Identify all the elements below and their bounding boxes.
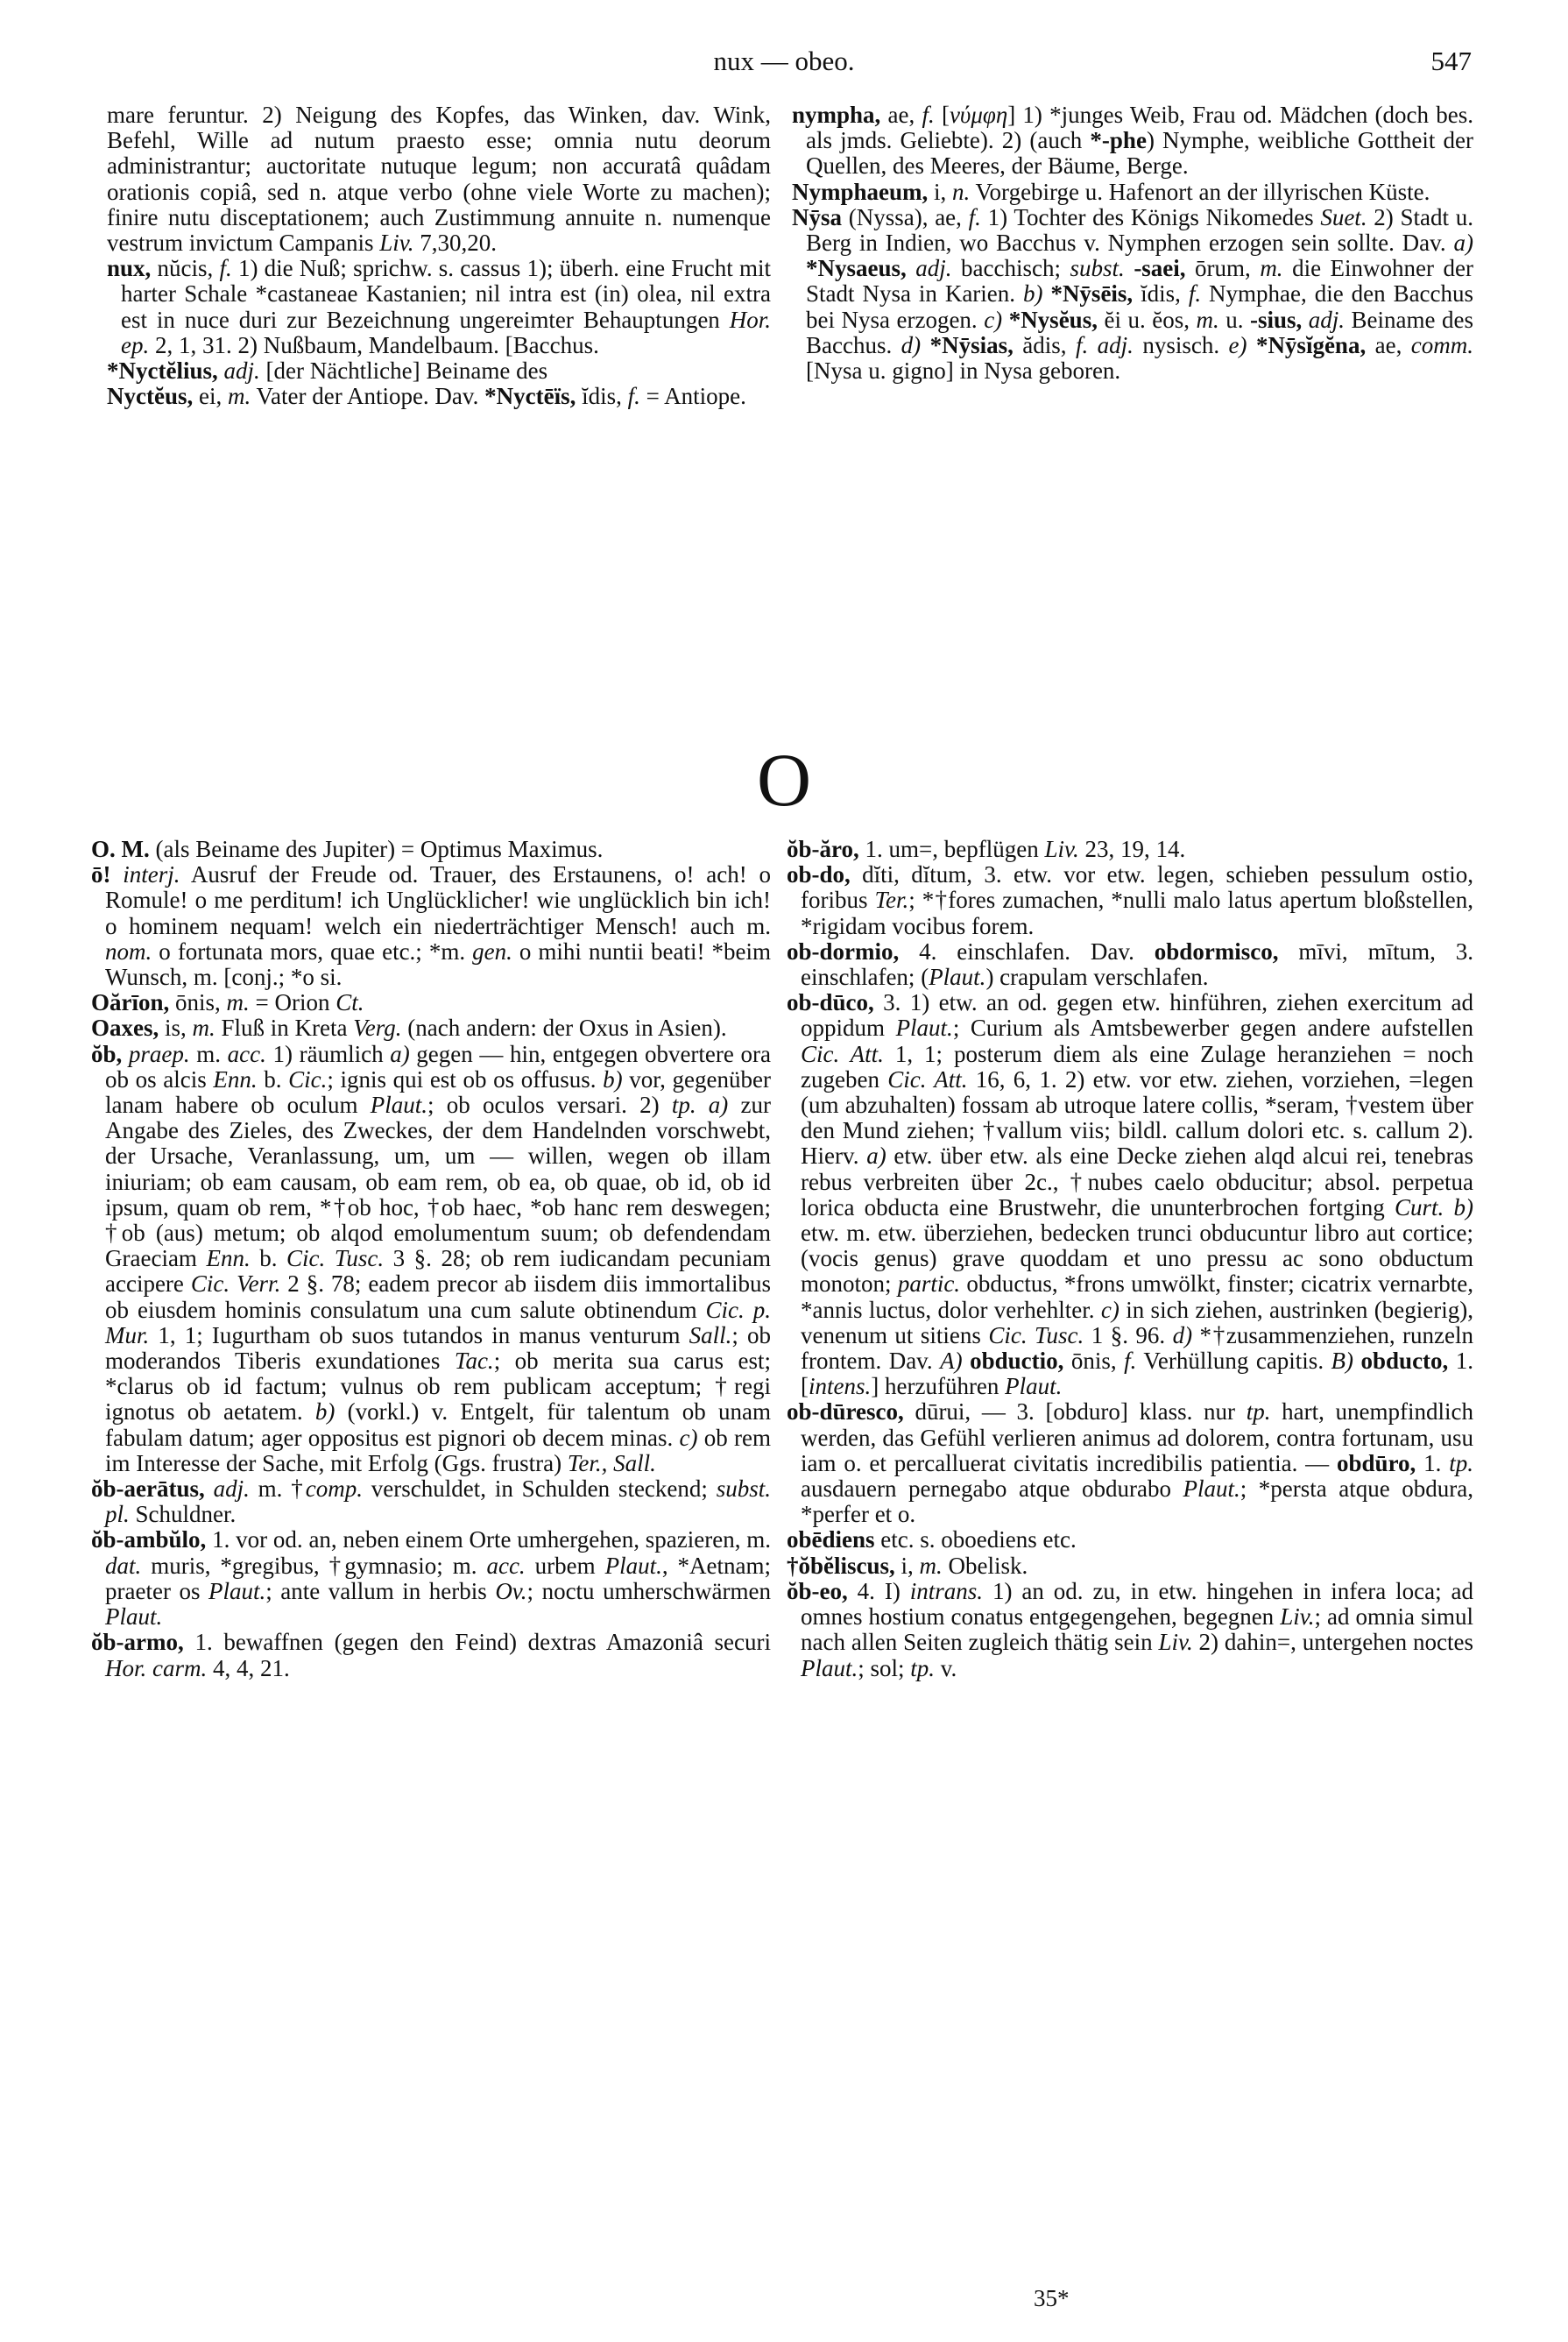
headword: *Nȳsēis, [1050, 280, 1134, 308]
abbreviation: acc. [486, 1552, 526, 1579]
entry-text: (nach andern: der Oxus in Asien). [401, 1015, 727, 1042]
headword: Nȳsa [792, 203, 843, 230]
entry-text: 4. einschlafen. Dav. [899, 938, 1155, 965]
abbreviation: f. [219, 255, 232, 282]
abbreviation: Enn. [206, 1245, 251, 1272]
entry-text [1353, 1348, 1360, 1374]
entry-text: ob rem im Interesse der Sache, mit Erfolg (Ggs. frustra) [105, 1424, 771, 1476]
entry-text: o fortunata mors, quae etc.; *m. [152, 938, 473, 965]
abbreviation: d) [901, 331, 922, 358]
abbreviation: Ct. [335, 989, 364, 1016]
dictionary-entry [792, 205, 1473, 384]
entry-text: ei, [193, 383, 228, 410]
entry-text: 2) dahin=, untergehen noctes [1192, 1629, 1473, 1656]
headword: O. M. [91, 836, 150, 862]
abbreviation: Cic. Tusc. [286, 1245, 385, 1272]
headword: ŏb-armo, [91, 1629, 184, 1656]
abbreviation: Hor. carm. [105, 1654, 208, 1681]
entry-text: ausdauern pernegabo atque obdurabo [801, 1475, 1183, 1503]
abbreviation: dat. [105, 1552, 142, 1579]
abbreviation: Plaut. [370, 1092, 428, 1119]
headword: ob-do, [787, 861, 851, 888]
abbreviation: b) [603, 1065, 623, 1093]
entry-text: v. [935, 1654, 957, 1681]
entry-text: 4. I) [847, 1577, 910, 1604]
dictionary-entry [91, 1630, 771, 1680]
entry-text: 1) die Nuß; sprichw. s. cassus 1); überh. eine Frucht mit harter Schale *castaneae Kastanien; nil intra est (in) olea, nil extra est in nuce duri zur Bezeichnung ungereimter Behauptungen [121, 255, 772, 333]
entry-text [907, 255, 916, 281]
dictionary-entry [787, 990, 1473, 1399]
abbreviation: praep. [128, 1040, 190, 1067]
entry-text: ; ob merita sua carus est; *clarus ob id factum; vulnus ob rem publicam acceptum; †regi ignotus ob aetatem. [105, 1348, 771, 1426]
entry-text: ; noctu umherschwärmen [526, 1577, 772, 1604]
abbreviation: tp. [1246, 1398, 1271, 1426]
headword: -saei, [1134, 255, 1186, 282]
abbreviation: Plaut. [895, 1015, 953, 1042]
dictionary-entry [787, 1553, 1473, 1579]
entry-text: ădis, [1013, 331, 1076, 358]
entry-text: 1. [1416, 1449, 1450, 1476]
abbreviation: acc. [227, 1040, 266, 1067]
entry-text: 1) räumlich [265, 1040, 391, 1067]
entry-text [1125, 255, 1134, 281]
entry-text: o mihi nuntii beati! *beim Wunsch, m. [conj.; *o si. [105, 938, 771, 991]
abbreviation: a) [1453, 230, 1473, 257]
entry-text: 1, 1; Iugurtham ob suos tutandos in manus venturum [149, 1321, 689, 1348]
entry-text: 1. [ [801, 1348, 1474, 1400]
abbreviation: c) [1100, 1296, 1119, 1323]
abbreviation: νύμφη [949, 102, 1008, 128]
entry-text [111, 861, 124, 888]
dictionary-entry [792, 103, 1473, 180]
abbreviation: f. [1124, 1348, 1137, 1375]
entry-text: = Orion [249, 989, 336, 1016]
entry-text: ; ignis qui est ob os offusus. [327, 1065, 604, 1093]
abbreviation: Hor. ep. [121, 306, 771, 358]
entry-text [1302, 307, 1309, 333]
entry-text: (vorkl.) v. Entgelt, für talentum ob unam fabulam datum; ager oppositus est pignori ob decem minas. [105, 1398, 771, 1451]
abbreviation: c) [984, 306, 1003, 333]
abbreviation: Plaut. [1005, 1373, 1063, 1400]
headword: *Nyctĕlius, [107, 357, 218, 385]
entry-text: 1) an od. zu, in etw. hingehen in infera loca; ad omnes hostium conatus entgegengehen, begegnen [801, 1577, 1473, 1631]
abbreviation: m. [192, 1015, 215, 1042]
column-top-left [107, 103, 771, 409]
dictionary-entry [91, 1527, 771, 1630]
abbreviation: f. [1188, 280, 1202, 308]
dictionary-entry [107, 256, 771, 358]
entry-text: ; *†fores zumachen, *nulli malo latus apertum bloßstellen, *rigidam vocibus forem. [801, 887, 1473, 939]
entry-text: ; *persta atque obdura, *perfer et o. [801, 1475, 1473, 1528]
dictionary-entry [91, 1042, 771, 1476]
abbreviation: adj. [213, 1475, 250, 1503]
entry-text: ) Nymphe, weibliche Gottheit der Quellen, des Meeres, der Bäume, Berge. [806, 127, 1473, 180]
entry-text: = Antiope. [639, 383, 746, 410]
headword: obēdiens [787, 1526, 875, 1553]
entry-text: 1. bewaffnen (gegen den Feind) dextras Amazoniâ securi [183, 1629, 771, 1656]
headword: ŏb-eo, [787, 1577, 848, 1604]
entry-text: 1. um=, bepflügen [858, 836, 1045, 862]
headword: *Nȳsĭgĕna, [1255, 331, 1367, 358]
entry-text: urbem [525, 1552, 605, 1579]
entry-text: ōrum, [1185, 255, 1261, 282]
entry-text: Verhüllung capitis. [1136, 1348, 1331, 1375]
entry-text: ae, [1366, 331, 1411, 358]
abbreviation: m. [227, 383, 251, 410]
entry-text: i, [894, 1552, 920, 1579]
abbreviation: Enn. [213, 1065, 258, 1093]
abbreviation: comm. [1410, 331, 1474, 358]
entry-text: nysisch. [1133, 331, 1229, 358]
headword: Nyctĕus, [107, 383, 194, 410]
abbreviation: a) [866, 1143, 886, 1170]
dictionary-entry [91, 837, 771, 862]
headword: Nymphaeum, [792, 178, 929, 205]
abbreviation: n. [952, 178, 971, 205]
column-bottom-right [787, 837, 1473, 1681]
abbreviation: Cic. Verr. [190, 1270, 281, 1298]
headword: Oaxes, [91, 1015, 159, 1042]
entry-text: 1. vor od. an, neben einem Orte umhergehen, spazieren, m. [206, 1526, 771, 1553]
entry-text: zur Angabe des Zieles, des Zweckes, der dem Handelnden vorschwebt, der Ursache, Veranlassung, um, um — willen, wegen ob illam iniuriam; ob eam causam, ob eam rem, ob ea, ob quae, ob id, ob id ipsum, quam ob rem, *†ob hoc, †ob haec, *ob hanc rem deswegen; †ob (aus) metum; ob alqod emolumentum suum; ob defendendam Graeciam [105, 1092, 771, 1272]
entry-text: m. † [249, 1475, 306, 1503]
dictionary-entry [787, 1579, 1473, 1681]
abbreviation: Plaut. [1183, 1475, 1240, 1503]
entry-text: ; ad omnia simul nach allen Seiten zugleich thätig sein [801, 1603, 1473, 1656]
entry-text: mare feruntur. 2) Neigung des Kopfes, das Winken, dav. Wink, Befehl, Wille ad nutum praesto esse; omnia nutu deorum administrantur; auctoritate nutuque legum; non accuratâ quâdam orationis copiâ, sed n. atque verbo (ohne viele Worte zu machen); finire nutu disceptationem; auch Zustimmung annuite n. numenque vestrum invictum Campanis [107, 102, 771, 257]
abbreviation: m. [1196, 306, 1219, 333]
abbreviation: Sall. [689, 1321, 732, 1348]
abbreviation: Plaut. [801, 1654, 858, 1681]
abbreviation: nom. [105, 938, 152, 965]
headword: ŏb, [91, 1040, 123, 1067]
entry-text: ; ante vallum in herbis [265, 1577, 496, 1604]
entry-text: (Nyssa), ae, [842, 203, 969, 230]
column-top-right [792, 103, 1473, 384]
dictionary-entry [787, 862, 1473, 939]
abbreviation: subst. pl. [105, 1475, 771, 1528]
entry-text: 1) Tochter des Königs Nikomedes [980, 203, 1321, 230]
entry-text: Schuldner. [129, 1501, 237, 1528]
entry-text: ; sol; [858, 1654, 911, 1681]
entry-text: Ausruf der Freude od. Trauer, des Erstaunens, o! ach! o Romule! o me perditum! ich Unglücklicher! wie unglücklich bin ich! o hominem nequam! welch ein niederträchtiger Mensch! auch m. [105, 861, 771, 939]
running-head [0, 46, 1568, 81]
abbreviation: Suet. [1320, 203, 1367, 230]
dictionary-entry [792, 180, 1473, 205]
headword: obdūro, [1337, 1449, 1416, 1476]
entry-text: m. [189, 1040, 228, 1067]
headword: obductio, [970, 1348, 1064, 1375]
entry-text [1247, 332, 1256, 358]
entry-text: ) crapulam verschlafen. [985, 964, 1209, 991]
entry-text: die Einwohner der Stadt Nysa in Karien. [806, 255, 1474, 308]
entry-text: is, [159, 1015, 193, 1042]
abbreviation: Liv. [1158, 1629, 1193, 1656]
abbreviation: Curt. [1395, 1193, 1444, 1221]
headword: ob-dormio, [787, 938, 900, 965]
dictionary-entry [91, 862, 771, 990]
abbreviation: tp. a) [671, 1092, 729, 1119]
entry-text [963, 1348, 970, 1374]
entry-text: vor, gegenüber lanam habere ob oculum [105, 1065, 771, 1119]
entry-text: 4, 4, 21. [207, 1654, 290, 1681]
headword: ŏb-ambŭlo, [91, 1526, 207, 1553]
entry-text: ōnis, [1063, 1348, 1125, 1375]
signature-mark: 35* [1034, 2285, 1070, 2311]
abbreviation: m. [1260, 255, 1283, 282]
entry-text: etw. über etw. als eine Decke ziehen alqd alcui rei, tenebras rebus verbreiten über 2c., †nubes caelo obducitur; absol. perpetua lorica obducta eine Brustwehr, die ununterbrochen fortging [801, 1143, 1473, 1221]
entry-text: u. [1218, 306, 1250, 333]
entry-text: in sich ziehen, austrinken (begierig), venenum ut sitiens [801, 1296, 1473, 1348]
entry-text: (als Beiname des Jupiter) = Optimus Maximus. [149, 836, 604, 862]
abbreviation: Cic. [288, 1065, 328, 1093]
headword: obdormisco, [1154, 938, 1279, 965]
abbreviation: d) [1172, 1321, 1193, 1348]
abbreviation: f. adj. [1075, 331, 1134, 358]
abbreviation: Verg. [353, 1015, 402, 1042]
abbreviation: tp. [910, 1654, 936, 1681]
abbreviation: Liv. [379, 230, 414, 257]
entry-continuation [107, 103, 771, 256]
abbreviation: b) [314, 1398, 335, 1426]
running-head-title: nux — obeo. [713, 46, 855, 76]
entry-text: dūrui, — 3. [obduro] klass. nur [903, 1398, 1247, 1426]
entry-text: 2) Stadt u. Berg in Indien, wo Bacchus v. Nymphen erzogen sein sollte. Dav. [806, 203, 1474, 257]
headword: -sius, [1249, 306, 1303, 333]
abbreviation: Liv. [1280, 1603, 1315, 1631]
entry-text: bacchisch; [951, 255, 1070, 282]
entry-text: Beiname des Bacchus. [806, 306, 1474, 358]
abbreviation: comp. [305, 1475, 363, 1503]
entry-text: 16, 6, 1. 2) etw. vor etw. ziehen, vorziehen, =legen (um abzuhalten) fossam ab utroque latere collis, *seram, †vestem über den Mund ziehen; †vallum viis; bildl. callum dolori etc. s. callum 2). Hierv. [801, 1065, 1473, 1170]
entry-text [122, 1041, 129, 1067]
entry-text: [Nysa u. gigno] in Nysa geboren. [806, 357, 1121, 385]
headword: *Nysĕus, [1008, 306, 1098, 333]
abbreviation: intens. [809, 1373, 872, 1400]
entry-text: Nymphae, die den Bacchus bei Nysa erzogen. [806, 280, 1474, 333]
abbreviation: Plaut. [604, 1552, 662, 1579]
entry-text: ōnis, [169, 989, 227, 1016]
entry-text: ; ob moderandos Tiberis exundationes [105, 1321, 771, 1375]
entry-text: ĕi u. ĕos, [1097, 306, 1197, 333]
section-letter-heading: O [756, 738, 812, 822]
entry-text: ĭdis, [576, 383, 628, 410]
dictionary-entry [107, 358, 771, 384]
headword: ob-dūresco, [787, 1398, 904, 1426]
abbreviation: adj. [1308, 306, 1346, 333]
abbreviation: tp. [1449, 1449, 1474, 1476]
entry-text: nŭcis, [151, 255, 220, 282]
abbreviation: e) [1228, 331, 1247, 358]
abbreviation: m. [919, 1552, 943, 1579]
abbreviation: Tac. [454, 1348, 494, 1375]
entry-text: ] herzuführen [871, 1373, 1006, 1400]
abbreviation: adj. [223, 357, 260, 385]
abbreviation: gen. [472, 938, 512, 965]
headword: obducto, [1360, 1348, 1449, 1375]
entry-text: 2, 1, 31. 2) Nußbaum, Mandelbaum. [Bacchus. [149, 331, 599, 358]
entry-text: mīvi, mītum, 3. einschlafen; ( [801, 938, 1473, 991]
entry-text: , *Aetnam; praeter os [105, 1552, 772, 1604]
entry-text [1444, 1194, 1453, 1221]
dictionary-entry [91, 1015, 771, 1041]
column-bottom-left [91, 837, 771, 1681]
entry-text: verschuldet, in Schulden steckend; [363, 1475, 717, 1503]
abbreviation: f. [922, 102, 935, 128]
headword: ŏb-ăro, [787, 836, 859, 862]
abbreviation: A) [940, 1348, 963, 1375]
dictionary-entry [787, 1399, 1473, 1527]
abbreviation: subst. [1070, 255, 1125, 282]
abbreviation: f. [968, 203, 981, 230]
dictionary-entry [787, 837, 1473, 862]
entry-text: ĭdis, [1133, 280, 1189, 308]
headword: *-phe [1090, 127, 1147, 154]
dictionary-entry [787, 1527, 1473, 1553]
entry-text: *†zusammenziehen, runzeln frontem. Dav. [801, 1321, 1474, 1375]
headword: *Nȳsias, [929, 331, 1014, 358]
entry-text: i, [928, 178, 953, 205]
abbreviation: Cic. Att. [887, 1065, 968, 1093]
entry-text: muris, *gregibus, †gymnasio; m. [141, 1552, 487, 1579]
entry-text: b. [257, 1065, 289, 1093]
entry-text [921, 332, 929, 358]
abbreviation: partic. [897, 1270, 961, 1298]
entry-text: 7,30,20. [413, 230, 497, 257]
entry-text: ] 1) *junges Weib, Frau od. Mädchen (doch bes. als jmds. Geliebte). 2) (auch [806, 102, 1473, 154]
entry-text: dĭti, dĭtum, 3. etw. vor etw. legen, schieben pessulum ostio, foribus [801, 861, 1473, 914]
abbreviation: adj. [915, 255, 952, 282]
abbreviation: Plaut. [105, 1603, 163, 1631]
headword: *Nysaeus, [806, 255, 907, 282]
headword: *Nyctēïs, [484, 383, 576, 410]
abbreviation: intrans. [909, 1577, 984, 1604]
dictionary-entry [91, 1476, 771, 1527]
entry-text: 3 §. 28; ob rem iudicandam pecuniam accipere [105, 1245, 772, 1298]
entry-text: gegen — hin, entgegen obvertere ora ob os alcis [105, 1040, 771, 1093]
dictionary-entry [787, 939, 1473, 990]
abbreviation: Ov. [495, 1577, 527, 1604]
headword: Oărīon, [91, 989, 170, 1016]
abbreviation: m. [226, 989, 250, 1016]
abbreviation: a) [390, 1040, 410, 1067]
entry-text: 23, 19, 14. [1078, 836, 1186, 862]
abbreviation: Ter., Sall. [567, 1449, 656, 1476]
entry-text [1002, 307, 1009, 333]
entry-text [205, 1475, 214, 1502]
entry-text: etw. m. etw. überziehen, bedecken trunci obducuntur libro aut cortice; (vocis genus) grave quoddam et uno pressu ac sono obductum monoton; [801, 1220, 1473, 1298]
dictionary-entry [107, 384, 771, 409]
entry-text: Vorgebirge u. Hafenort an der illyrischen Küste. [970, 178, 1430, 205]
headword: ob-dūco, [787, 989, 874, 1016]
entry-text: 1 §. 96. [1084, 1321, 1173, 1348]
entry-text: etc. s. oboediens etc. [874, 1526, 1077, 1553]
entry-text: 1, 1; posterum diem als eine Zulage heranziehen = noch zugeben [801, 1040, 1473, 1093]
abbreviation: Liv. [1044, 836, 1079, 862]
entry-text: Obelisk. [942, 1552, 1028, 1579]
entry-text: ; ob oculos versari. 2) [427, 1092, 672, 1119]
dictionary-entry [91, 990, 771, 1015]
abbreviation: c) [679, 1424, 698, 1451]
entry-text: 2 §. 78; eadem precor ab iisdem diis immortalibus ob eiusdem hominis consulatum una cum salute obtinendum [105, 1270, 772, 1323]
abbreviation: Ter. [874, 887, 909, 914]
entry-text: hart, unempfindlich werden, das Gefühl verlieren animus ad dolorem, contra fortunam, usu iam o. et percalluerat civitatis incredibilis patientia. — [801, 1398, 1473, 1476]
abbreviation: Cic. Tusc. [988, 1321, 1084, 1348]
abbreviation: B) [1331, 1348, 1354, 1375]
entry-text: ae, [880, 102, 922, 128]
headword: †ŏbĕliscus, [787, 1552, 895, 1579]
abbreviation: b) [1453, 1193, 1473, 1221]
abbreviation: Cic. p. Mur. [105, 1296, 771, 1348]
entry-text: 3. 1) etw. an od. gegen etw. hinführen, ziehen exercitum ad oppidum [801, 989, 1473, 1042]
entry-text: obductus, *frons umwölkt, finster; cicatrix vernarbte, *annis luctus, dolor verhehlter. [801, 1270, 1473, 1323]
entry-text: Fluß in Kreta [215, 1015, 354, 1042]
abbreviation: interj. [123, 861, 180, 888]
headword: ō! [91, 861, 111, 888]
headword: nux, [107, 255, 152, 282]
headword: ŏb-aerātus, [91, 1475, 205, 1503]
abbreviation: f. [627, 383, 640, 410]
abbreviation: Plaut. [929, 964, 986, 991]
entry-text: [der Nächtliche] Beiname des [259, 357, 548, 385]
headword: nympha, [792, 102, 881, 128]
abbreviation: Plaut. [208, 1577, 266, 1604]
abbreviation: Cic. Att. [801, 1040, 884, 1067]
abbreviation: b) [1022, 280, 1043, 308]
entry-text: b. [250, 1245, 287, 1272]
entry-text: ; Curium als Amtsbewerber gegen andere aufstellen [952, 1015, 1473, 1042]
entry-text: [ [934, 102, 950, 128]
entry-text: Vater der Antiope. Dav. [251, 383, 485, 410]
page-number: 547 [1430, 46, 1472, 76]
